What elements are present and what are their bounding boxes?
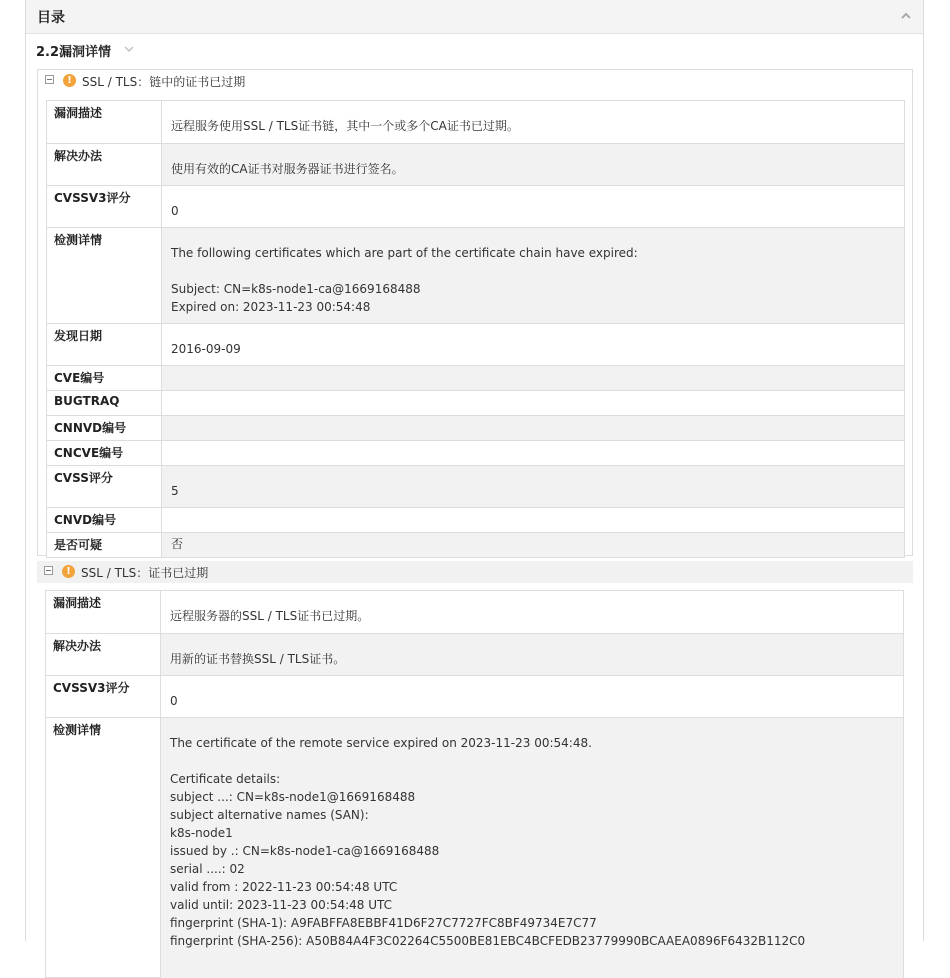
table-row (47, 466, 905, 508)
desc-value: 远程服务器的SSL / TLS证书已过期。 (170, 609, 370, 623)
vuln-block (37, 561, 913, 961)
row-label: CVSSV3评分 (47, 186, 162, 228)
vuln-title[interactable]: SSL / TLS：链中的证书已过期 (82, 75, 246, 89)
cvssv3-value: 0 (171, 204, 179, 218)
row-label: 检测详情 (46, 718, 161, 978)
report-page (25, 0, 924, 948)
section-header (26, 34, 923, 66)
vuln-header (38, 70, 912, 92)
row-label: CNVD编号 (47, 508, 162, 533)
row-label: CVSS评分 (47, 466, 162, 508)
bugtraq-value (171, 391, 904, 393)
date-value: 2016-09-09 (171, 342, 241, 356)
vuln-block (37, 69, 913, 556)
table-row (47, 508, 905, 533)
table-row (46, 718, 904, 978)
cve-value (171, 366, 904, 368)
row-label: 检测详情 (47, 228, 162, 324)
table-row (47, 324, 905, 366)
chevron-up-icon[interactable] (900, 10, 912, 22)
table-row (47, 533, 905, 558)
table-row (46, 634, 904, 676)
table-row (47, 186, 905, 228)
section-title: 2.2漏洞详情 (36, 45, 112, 60)
row-label: 解决办法 (46, 634, 161, 676)
solution-value: 使用有效的CA证书对服务器证书进行签名。 (171, 162, 404, 176)
table-row (46, 591, 904, 634)
row-label: 漏洞描述 (47, 101, 162, 144)
collapse-toggle[interactable] (45, 75, 54, 84)
table-row (47, 144, 905, 186)
cvss-value: 5 (171, 484, 179, 498)
cvssv3-value: 0 (170, 694, 178, 708)
toc-title: 目录 (37, 10, 65, 26)
cnnvd-value (171, 416, 904, 418)
cncve-value (171, 441, 904, 443)
collapse-toggle[interactable] (44, 566, 53, 575)
table-row (47, 366, 905, 391)
row-label: CNCVE编号 (47, 441, 162, 466)
vuln-detail-table (46, 100, 905, 558)
toc-header (26, 0, 923, 34)
desc-value: 远程服务使用SSL / TLS证书链，其中一个或多个CA证书已过期。 (171, 119, 519, 133)
table-row (47, 228, 905, 324)
row-label: CVE编号 (47, 366, 162, 391)
row-label: 是否可疑 (47, 533, 162, 558)
vuln-title[interactable]: SSL / TLS：证书已过期 (81, 566, 209, 580)
row-label: BUGTRAQ (47, 391, 162, 416)
detail-value: The certificate of the remote service expired on 2023-11-23 00:54:48. Certificate details: subject ...: CN=k8s-node1@1669168488 subject alternative names (SAN): k8s-node1 issued by .: CN=k8s-node1-ca@1669168488 serial ....: 02 valid from : 2022-11-23 00:54:48 UTC valid until: 2023-11-23 00:54:48 UTC fingerprint (SHA-1): A9FABFFA8EBBF41D6F27C7727FC8BF49734E7C77 fingerprint (SHA-256): A50B84A4F3C02264C5500BE81EBC4BCFEDB23779990BCAAEA0896F6432B112C0 (170, 736, 806, 948)
table-row (47, 391, 905, 416)
row-label: 解决办法 (47, 144, 162, 186)
solution-value: 用新的证书替换SSL / TLS证书。 (170, 652, 346, 666)
row-label: CNNVD编号 (47, 416, 162, 441)
row-label: 发现日期 (47, 324, 162, 366)
vuln-detail-table (45, 590, 904, 978)
row-label: CVSSV3评分 (46, 676, 161, 718)
row-label: 漏洞描述 (46, 591, 161, 634)
detail-value: The following certificates which are part of the certificate chain have expired: Subject: CN=k8s-node1-ca@1669168488 Expired on: 2023-11-23 00:54:48 (171, 246, 638, 314)
table-row (47, 101, 905, 144)
table-row (46, 676, 904, 718)
cnvd-value (171, 508, 904, 510)
suspect-value: 否 (171, 537, 184, 551)
table-row (47, 441, 905, 466)
warning-icon: ! (63, 74, 76, 87)
table-row (47, 416, 905, 441)
vuln-header (37, 561, 913, 583)
chevron-down-icon[interactable] (123, 44, 135, 54)
warning-icon: ! (62, 565, 75, 578)
